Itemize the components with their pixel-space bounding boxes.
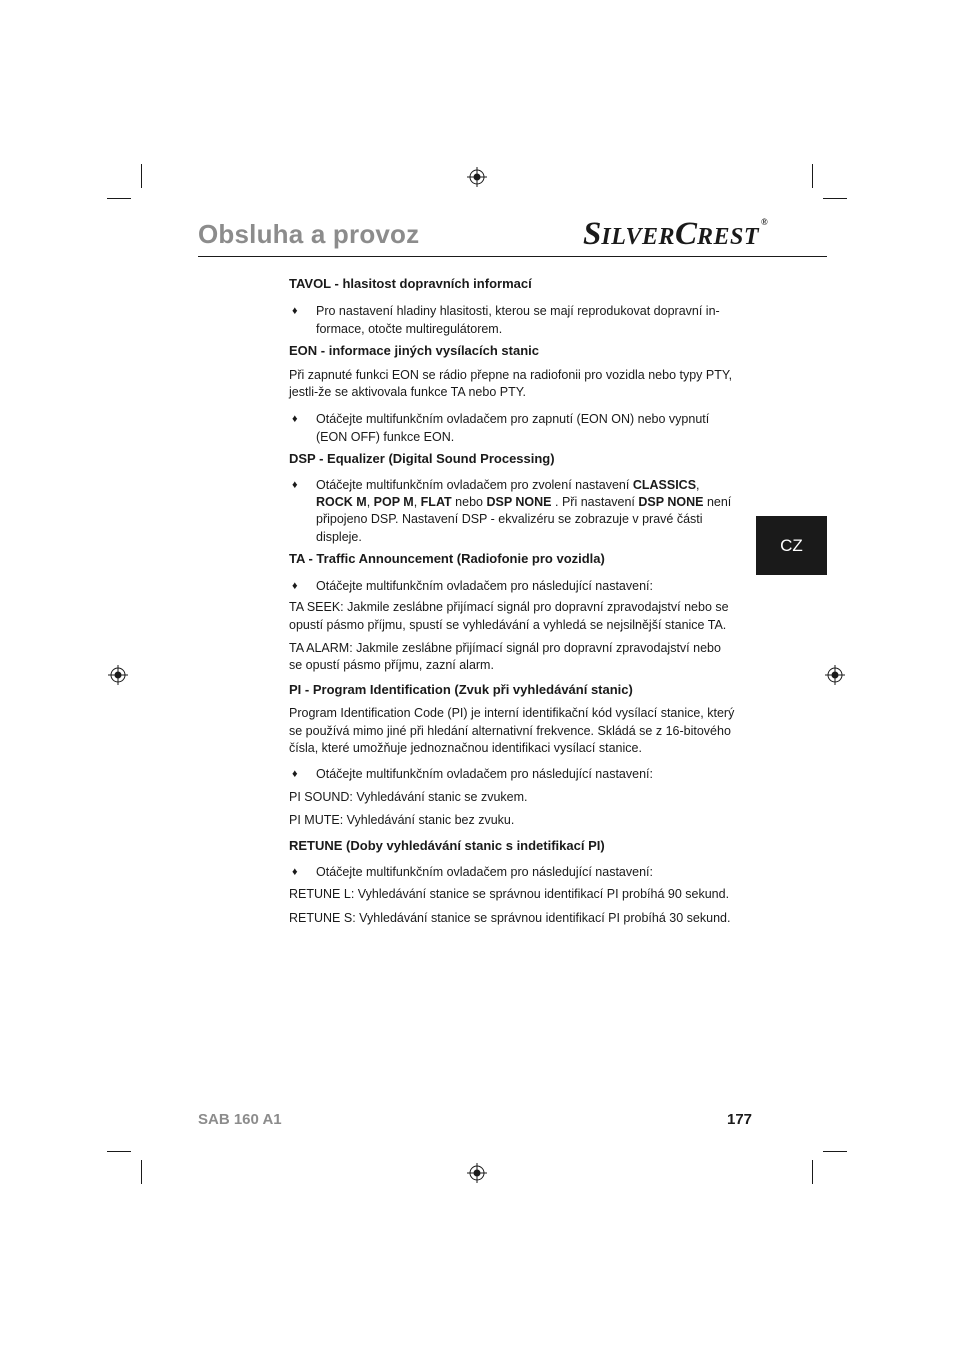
crop-mark: [141, 164, 142, 188]
header-divider: [198, 256, 827, 257]
diamond-bullet-icon: ♦: [292, 478, 298, 491]
bullet-item: ♦ Otáčejte multifunkčním ovladačem pro zvolení nastavení CLASSICS, ROCK M, POP M, FLAT nebo DSP NONE . Při nastavení DSP NONE není připojeno DSP. Nastavení DSP - ekvalizéru se zobrazuje v pravé části displeje.: [292, 477, 732, 544]
bullet-item: ♦ Otáčejte multifunkčním ovladačem pro zapnutí (EON ON) nebo vypnutí (EON OFF) funkce EON.: [292, 412, 710, 444]
registration-mark-icon: [467, 1163, 487, 1183]
paragraph: PI SOUND: Vyhledávání stanic se zvukem.: [289, 789, 528, 804]
language-tab: CZ: [756, 516, 827, 575]
paragraph: Při zapnuté funkci EON se rádio přepne na radiofonii pro vozidla nebo typy PTY, jestli-že se aktivovala funkce TA nebo PTY.: [289, 367, 733, 400]
crop-mark: [141, 1160, 142, 1184]
crop-mark: [107, 198, 131, 199]
diamond-bullet-icon: ♦: [292, 413, 298, 426]
section-heading-dsp: DSP - Equalizer (Digital Sound Processing): [289, 451, 555, 467]
paragraph: Program Identification Code (PI) je interní identifikační kód vysílací stanice, který se používá mimo jiné při hledání alternativní frekvence. Skládá se z 16-bitového čísla, které umožňuje jednoznačnou identifikaci vysílací stanice.: [289, 706, 735, 755]
main-content: [289, 275, 737, 927]
bullet-item: ♦ Otáčejte multifunkčním ovladačem pro následující nastavení:: [289, 578, 737, 595]
option-flat: FLAT: [420, 495, 452, 510]
page-title: Obsluha a provoz: [198, 219, 420, 249]
page-number: 177: [727, 1111, 753, 1128]
registration-mark-icon: [825, 665, 845, 685]
paragraph: PI MUTE: Vyhledávání stanic bez zvuku.: [289, 813, 515, 828]
option-dsp-none: DSP NONE: [638, 495, 704, 510]
crop-mark: [823, 198, 847, 199]
registration-mark-icon: [467, 167, 487, 187]
crop-mark: [812, 164, 813, 188]
diamond-bullet-icon: ♦: [292, 768, 298, 781]
crop-mark: [823, 1151, 847, 1152]
paragraph: RETUNE S: Vyhledávání stanice se správnou identifikací PI probíhá 30 sekund.: [289, 910, 731, 925]
option-dsp-none: DSP NONE: [486, 495, 552, 510]
paragraph: TA ALARM: Jakmile zeslábne přijímací signál pro dopravní zpravodajství nebo se opustí pásmo příjmu, zazní alarm.: [289, 640, 721, 673]
option-classics: CLASSICS: [632, 477, 697, 492]
diamond-bullet-icon: ♦: [292, 579, 298, 592]
paragraph: TA SEEK: Jakmile zeslábne přijímací signál pro dopravní zpravodajství nebo se opustí pásmo příjmu, spustí se vyhledávání a vyhledá se nejsilnější stanice TA.: [289, 600, 729, 632]
option-rock: ROCK M: [316, 495, 367, 510]
section-heading-eon: EON - informace jiných vysílacích stanic: [289, 343, 539, 359]
paragraph: RETUNE L: Vyhledávání stanice se správnou identifikací PI probíhá 90 sekund.: [289, 887, 730, 902]
crop-mark: [107, 1151, 131, 1152]
bullet-item: ♦ Otáčejte multifunkčním ovladačem pro následující nastavení:: [289, 864, 737, 881]
option-pop: POP M: [373, 495, 414, 510]
section-heading-retune: RETUNE (Doby vyhledávání stanic s indetifikací PI): [289, 837, 605, 853]
brand-logo: SILVERCREST®: [583, 216, 768, 252]
diamond-bullet-icon: ♦: [292, 865, 298, 878]
bullet-item: ♦ Pro nastavení hladiny hlasitosti, kterou se mají reprodukovat dopravní in-formace, otočte multiregulátorem.: [292, 304, 720, 336]
section-heading-ta: TA - Traffic Announcement (Radiofonie pro vozidla): [289, 551, 605, 567]
section-heading-tavol: TAVOL - hlasitost dopravních informací: [289, 276, 532, 291]
section-heading-pi: PI - Program Identification (Zvuk při vyhledávání stanic): [289, 681, 633, 697]
diamond-bullet-icon: ♦: [292, 305, 298, 318]
crop-mark: [812, 1160, 813, 1184]
footer-model: SAB 160 A1: [198, 1111, 282, 1128]
bullet-item: ♦ Otáčejte multifunkčním ovladačem pro následující nastavení:: [289, 766, 737, 783]
registration-mark-icon: [108, 665, 128, 685]
